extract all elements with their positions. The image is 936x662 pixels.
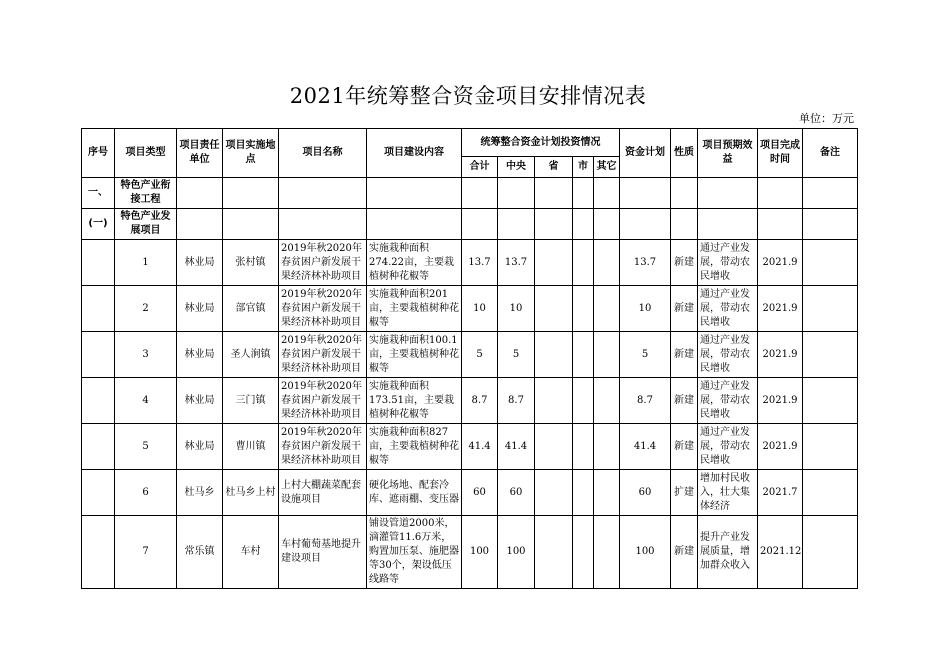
cell-no: 4 bbox=[115, 378, 177, 424]
cell-name: 2019年秋2020年春贫困户新发展干果经济林补助项目 bbox=[279, 286, 367, 332]
header-place: 项目实施地点 bbox=[223, 129, 279, 178]
table-row bbox=[82, 470, 858, 516]
cell-name: 2019年秋2020年春贫困户新发展干果经济林补助项目 bbox=[279, 424, 367, 470]
header-total: 合计 bbox=[462, 157, 498, 178]
cell-no: 3 bbox=[115, 332, 177, 378]
cell-dept: 杜马乡 bbox=[177, 470, 223, 516]
cell-province bbox=[535, 286, 573, 332]
cell-plan: 60 bbox=[620, 470, 671, 516]
cell-benefit: 通过产业发展，带动农民增收 bbox=[698, 332, 758, 378]
header-nature: 性质 bbox=[671, 129, 698, 178]
cell-nature: 新建 bbox=[671, 516, 698, 589]
cell-total: 60 bbox=[462, 470, 498, 516]
cell-plan: 41.4 bbox=[620, 424, 671, 470]
cell-dept: 林业局 bbox=[177, 240, 223, 286]
cell-nature: 新建 bbox=[671, 286, 698, 332]
header-finish: 项目完成时间 bbox=[758, 129, 803, 178]
cell-name: 车村葡萄基地提升建设项目 bbox=[279, 516, 367, 589]
cell-content: 实施栽种面积100.1亩，主要栽植树种花椒等 bbox=[367, 332, 462, 378]
cell-province bbox=[535, 470, 573, 516]
cell-remark bbox=[803, 424, 858, 470]
category-seq: 一、 bbox=[82, 178, 115, 209]
cell-remark bbox=[803, 332, 858, 378]
cell-nature: 新建 bbox=[671, 378, 698, 424]
cell-benefit: 提升产业发展质量，增加群众收入 bbox=[698, 516, 758, 589]
cell-total: 41.4 bbox=[462, 424, 498, 470]
cell-province bbox=[535, 378, 573, 424]
cell-central: 100 bbox=[498, 516, 535, 589]
cell-province bbox=[535, 240, 573, 286]
cell-nature: 扩建 bbox=[671, 470, 698, 516]
header-name: 项目名称 bbox=[279, 129, 367, 178]
cell-finish: 2021.7 bbox=[758, 470, 803, 516]
cell-central: 10 bbox=[498, 286, 535, 332]
cell-total: 5 bbox=[462, 332, 498, 378]
cell-city bbox=[573, 240, 594, 286]
category-seq: (一) bbox=[82, 209, 115, 240]
category-row bbox=[82, 178, 858, 209]
cell-other bbox=[594, 470, 620, 516]
cell-central: 41.4 bbox=[498, 424, 535, 470]
cell-other bbox=[594, 286, 620, 332]
header-city: 市 bbox=[573, 157, 594, 178]
cell-place: 圣人涧镇 bbox=[223, 332, 279, 378]
cell-name: 上村大棚蔬菜配套设施项目 bbox=[279, 470, 367, 516]
cell-place: 杜马乡上村 bbox=[223, 470, 279, 516]
cell-city bbox=[573, 378, 594, 424]
cell-place: 三门镇 bbox=[223, 378, 279, 424]
header-invest-group: 统筹整合资金计划投资情况 bbox=[462, 129, 620, 157]
header-seq: 序号 bbox=[82, 129, 115, 178]
cell-finish: 2021.9 bbox=[758, 424, 803, 470]
cell-nature: 新建 bbox=[671, 332, 698, 378]
cell-name: 2019年秋2020年春贫困户新发展干果经济林补助项目 bbox=[279, 332, 367, 378]
cell-nature: 新建 bbox=[671, 240, 698, 286]
header-remark: 备注 bbox=[803, 129, 858, 178]
cell-other bbox=[594, 424, 620, 470]
cell-dept: 林业局 bbox=[177, 378, 223, 424]
table-row bbox=[82, 516, 858, 589]
cell-city bbox=[573, 332, 594, 378]
cell-city bbox=[573, 424, 594, 470]
cell-benefit: 增加村民收入，壮大集体经济 bbox=[698, 470, 758, 516]
cell-dept: 常乐镇 bbox=[177, 516, 223, 589]
cell-total: 10 bbox=[462, 286, 498, 332]
cell-benefit: 通过产业发展，带动农民增收 bbox=[698, 378, 758, 424]
header-type: 项目类型 bbox=[115, 129, 177, 178]
cell-central: 13.7 bbox=[498, 240, 535, 286]
category-label: 特色产业衔接工程 bbox=[115, 178, 177, 209]
cell-plan: 8.7 bbox=[620, 378, 671, 424]
cell-other bbox=[594, 240, 620, 286]
cell-no: 6 bbox=[115, 470, 177, 516]
cell-dept: 林业局 bbox=[177, 286, 223, 332]
cell-no: 7 bbox=[115, 516, 177, 589]
cell-plan: 13.7 bbox=[620, 240, 671, 286]
cell-other bbox=[594, 332, 620, 378]
cell-remark bbox=[803, 378, 858, 424]
cell-finish: 2021.9 bbox=[758, 286, 803, 332]
cell-city bbox=[573, 516, 594, 589]
cell-dept: 林业局 bbox=[177, 332, 223, 378]
header-central: 中央 bbox=[498, 157, 535, 178]
cell-no: 5 bbox=[115, 424, 177, 470]
cell-total: 8.7 bbox=[462, 378, 498, 424]
cell-benefit: 通过产业发展，带动农民增收 bbox=[698, 286, 758, 332]
page-title: 2021年统筹整合资金项目安排情况表 bbox=[289, 84, 647, 108]
cell-plan: 100 bbox=[620, 516, 671, 589]
cell-remark bbox=[803, 240, 858, 286]
cell-province bbox=[535, 424, 573, 470]
cell-place: 张村镇 bbox=[223, 240, 279, 286]
cell-city bbox=[573, 470, 594, 516]
cell-name: 2019年秋2020年春贫困户新发展干果经济林补助项目 bbox=[279, 240, 367, 286]
cell-finish: 2021.9 bbox=[758, 378, 803, 424]
cell-province bbox=[535, 516, 573, 589]
category-row bbox=[82, 209, 858, 240]
cell-total: 13.7 bbox=[462, 240, 498, 286]
cell-central: 5 bbox=[498, 332, 535, 378]
table-row bbox=[82, 424, 858, 470]
cell-central: 8.7 bbox=[498, 378, 535, 424]
cell-place: 部官镇 bbox=[223, 286, 279, 332]
cell-city bbox=[573, 286, 594, 332]
cell-province bbox=[535, 332, 573, 378]
cell-content: 实施栽种面积173.51亩，主要栽植树种花椒等 bbox=[367, 378, 462, 424]
cell-other bbox=[594, 378, 620, 424]
header-dept: 项目责任单位 bbox=[177, 129, 223, 178]
cell-name: 2019年秋2020年春贫困户新发展干果经济林补助项目 bbox=[279, 378, 367, 424]
header-province: 省 bbox=[535, 157, 573, 178]
cell-nature: 新建 bbox=[671, 424, 698, 470]
header-content: 项目建设内容 bbox=[367, 129, 462, 178]
cell-remark bbox=[803, 286, 858, 332]
cell-finish: 2021.9 bbox=[758, 332, 803, 378]
cell-remark bbox=[803, 516, 858, 589]
table-row bbox=[82, 378, 858, 424]
cell-plan: 5 bbox=[620, 332, 671, 378]
cell-finish: 2021.12 bbox=[758, 516, 803, 589]
cell-place: 车村 bbox=[223, 516, 279, 589]
header-other: 其它 bbox=[594, 157, 620, 178]
header-plan: 资金计划 bbox=[620, 129, 671, 178]
cell-remark bbox=[803, 470, 858, 516]
table-row bbox=[82, 240, 858, 286]
header-benefit: 项目预期效益 bbox=[698, 129, 758, 178]
category-label: 特色产业发展项目 bbox=[115, 209, 177, 240]
table-row bbox=[82, 332, 858, 378]
table-row bbox=[82, 286, 858, 332]
cell-dept: 林业局 bbox=[177, 424, 223, 470]
cell-benefit: 通过产业发展，带动农民增收 bbox=[698, 424, 758, 470]
cell-content: 铺设管道2000米，滴灌管11.6万米，购置加压泵、施肥器等30个，架设低压线路等 bbox=[367, 516, 462, 589]
cell-central: 60 bbox=[498, 470, 535, 516]
cell-content: 实施栽种面积274.22亩，主要栽植树种花椒等 bbox=[367, 240, 462, 286]
cell-plan: 10 bbox=[620, 286, 671, 332]
cell-content: 实施栽种面积201亩，主要栽植树种花椒等 bbox=[367, 286, 462, 332]
cell-no: 1 bbox=[115, 240, 177, 286]
cell-content: 实施栽种面积827亩，主要栽植树种花椒等 bbox=[367, 424, 462, 470]
cell-other bbox=[594, 516, 620, 589]
cell-no: 2 bbox=[115, 286, 177, 332]
cell-finish: 2021.9 bbox=[758, 240, 803, 286]
cell-benefit: 通过产业发展，带动农民增收 bbox=[698, 240, 758, 286]
cell-total: 100 bbox=[462, 516, 498, 589]
cell-content: 硬化场地、配套冷库、遮雨棚、变压器 bbox=[367, 470, 462, 516]
unit-label: 单位：万元 bbox=[799, 112, 854, 125]
project-table bbox=[81, 128, 858, 589]
cell-place: 曹川镇 bbox=[223, 424, 279, 470]
